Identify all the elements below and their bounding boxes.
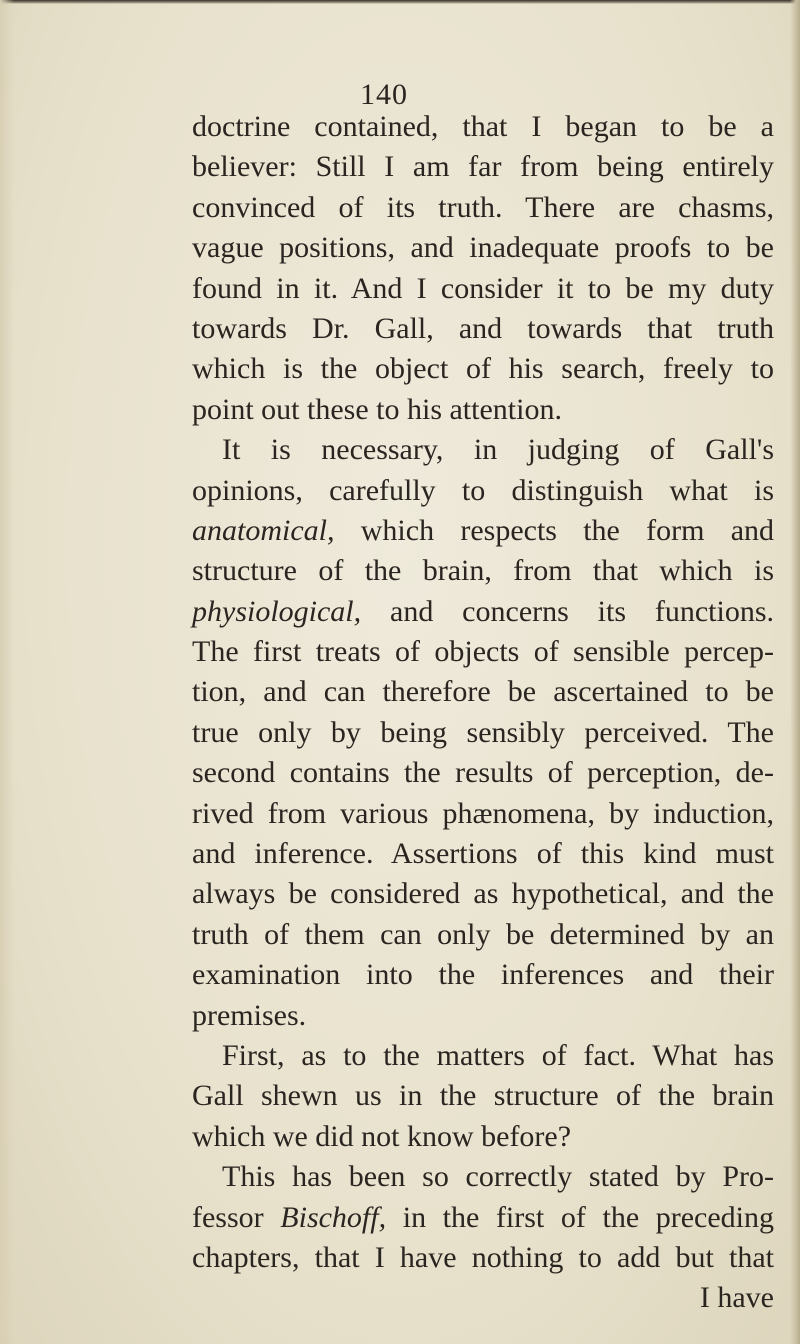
italic-name-bischoff: Bischoff,: [280, 1200, 387, 1234]
text-line: The first treats of objects of sensible percep-: [192, 635, 774, 669]
text-line-mixed: [192, 511, 774, 551]
text-line: It is necessary, in judging of Gall's: [222, 433, 774, 467]
text-line: which we did not know before?: [192, 1119, 572, 1153]
text-line: towards Dr. Gall, and towards that truth: [192, 311, 774, 345]
text-fragment: in the first of the preceding: [402, 1200, 775, 1234]
text-fragment: and concerns its functions.: [390, 594, 775, 628]
text-line: rived from various phænomena, by induction,: [192, 796, 774, 830]
text-line: true only by being sensibly perceived. The: [192, 715, 774, 749]
text-line: chapters, that I have nothing to add but that: [192, 1240, 774, 1274]
body-text: [192, 107, 774, 1319]
text-line: opinions, carefully to distinguish what is: [192, 473, 774, 507]
text-line: structure of the brain, from that which is: [192, 554, 774, 588]
text-line: tion, and can therefore be ascertained to be: [192, 675, 774, 709]
text-line: vague positions, and inadequate proofs to be: [192, 231, 774, 265]
text-line: This has been so correctly stated by Pro-: [222, 1160, 774, 1194]
text-line: always be considered as hypothetical, and the: [192, 877, 774, 911]
page-top-edge: [0, 0, 800, 4]
text-line: second contains the results of perception, de-: [192, 756, 774, 790]
text-line: convinced of its truth. There are chasms,: [192, 190, 774, 224]
text-fragment: which respects the form and: [360, 513, 775, 547]
text-line: examination into the inferences and their: [192, 958, 774, 992]
text-line: truth of them can only be determined by an: [192, 917, 774, 951]
text-line: believer: Still I am far from being entirely: [192, 150, 774, 184]
text-line: which is the object of his search, freely to: [192, 352, 774, 386]
text-line: and inference. Assertions of this kind must: [192, 837, 774, 871]
text-line: First, as to the matters of fact. What has: [222, 1038, 774, 1072]
text-line: point out these to his attention.: [192, 392, 562, 426]
text-line: found in it. And I consider it to be my duty: [192, 271, 774, 305]
catchword: I have: [699, 1281, 774, 1315]
text-line-mixed: [192, 592, 774, 632]
text-fragment: fessor: [192, 1200, 264, 1234]
text-line: Gall shewn us in the structure of the brain: [192, 1079, 774, 1113]
page-left-edge: [0, 0, 14, 1344]
page-right-edge: [790, 0, 800, 1344]
page-number: 140: [360, 78, 408, 111]
italic-term-physiological: physiological,: [192, 594, 362, 628]
italic-term-anatomical: anatomical,: [192, 513, 335, 547]
text-line: premises.: [192, 998, 307, 1032]
text-line-mixed: [192, 1198, 774, 1238]
text-line: doctrine contained, that I began to be a: [192, 110, 774, 143]
